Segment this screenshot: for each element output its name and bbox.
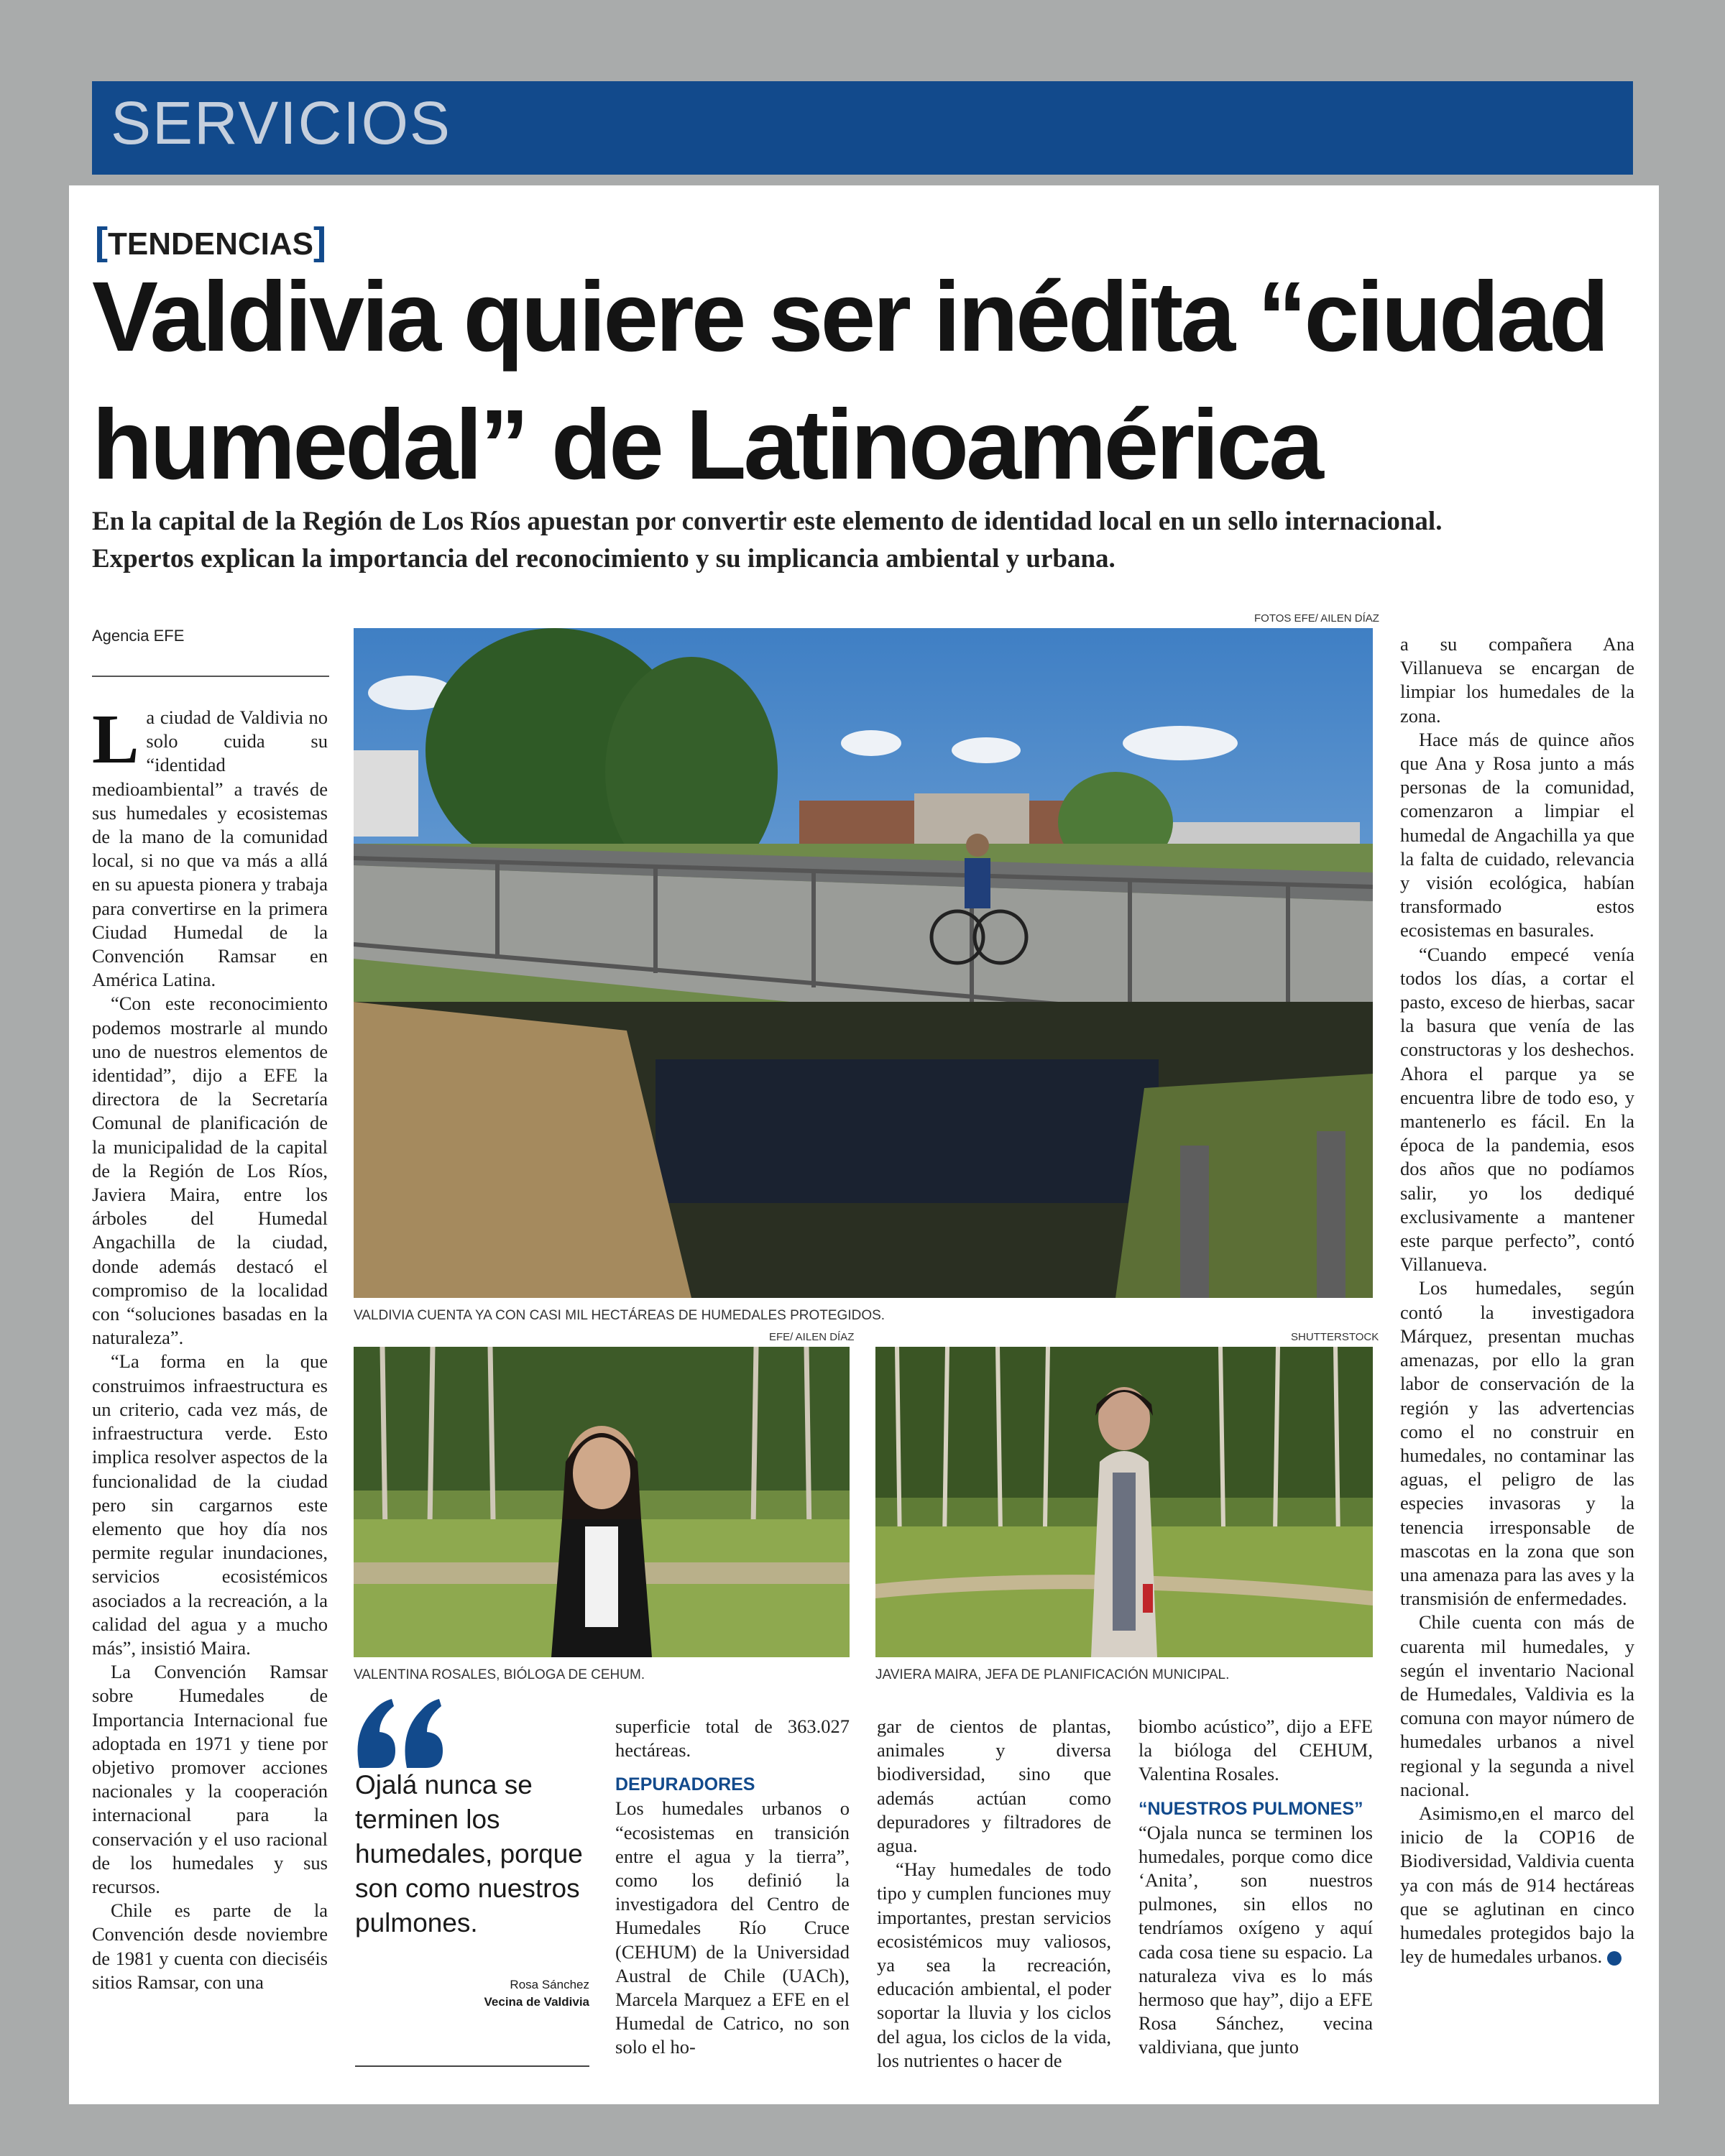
column-1	[92, 701, 328, 1994]
main-photo-caption: VALDIVIA CUENTA YA CON CASI MIL HECTÁREAS DE HUMEDALES PROTEGIDOS.	[354, 1308, 886, 1323]
paragraph: “Ojala nunca se terminen los humedales, porque como dice ‘Anita’, son nuestros pulmones, sin ellos no tendríamos oxígeno y aquí cada cosa tiene su espacio. La naturaleza viva es lo más hermoso que hay”, dijo a EFE Rosa Sánchez, vecina valdiviana, que junto	[1138, 1821, 1373, 2058]
left-photo	[354, 1347, 850, 1657]
paragraph: La Convención Ramsar sobre Humedales de Importancia Internacional fue adoptada en 1971 y tiene por objetivo promover acciones nacionales y la cooperación internacional para la conservación y el uso racional de los humedales y sus recursos.	[92, 1661, 328, 1897]
paragraph: Los humedales, según contó la investigadora Márquez, presentan muchas amenazas, por ello la gran labor de conservación de la región y las advertencias como el no construir en humedales, no contaminar las aguas, el peligro de las especies invasoras y la tenencia irresponsable de mascotas en la zona que son una amenaza para las aves y la transmisión de enfermedades.	[1400, 1277, 1634, 1610]
paragraph: Chile cuenta con más de cuarenta mil humedales, y según el inventario Nacional de Humedales, Valdivia es la comuna con mayor número de humedales urbanos a nivel regional y la segunda a nivel nacional.	[1400, 1611, 1634, 1800]
section-banner	[92, 81, 1633, 175]
paragraph: Los humedales urbanos o “ecosistemas en transición entre el agua y la tierra”, como los definió la investigadora del Centro de Humedales Río Cruce (CEHUM) de la Universidad Austral de Chile (UACh), Marcela Marquez a EFE en el Humedal de Catrico, no son solo el ho-	[615, 1797, 850, 2058]
paragraph: a su compañera Ana Villanueva se encargan de limpiar los humedales de la zona.	[1400, 633, 1634, 727]
dek-line-1: En la capital de la Región de Los Ríos apuestan por convertir este elemento de identidad local en un sello internacional.	[92, 507, 1443, 536]
paragraph: gar de cientos de plantas, animales y diversa biodiversidad, sino que además actúan como depuradores y filtradores de agua.	[877, 1715, 1111, 1857]
paragraph: “Hay humedales de todo tipo y cumplen funciones muy importantes, prestan servicios ecosistémicos muy valiosos, ya sea la recreación, educación ambiental, el poder soportar la lluvia y los ciclos del agua, los ciclos de la vida, los nutrientes o hacer de	[877, 1858, 1111, 2071]
left-photo-caption: VALENTINA ROSALES, BIÓLOGA DE CEHUM.	[354, 1667, 645, 1682]
paragraph: Chile es parte de la Convención desde noviembre de 1981 y cuenta con dieciséis sitios Ramsar, con una	[92, 1899, 328, 1993]
bridge-photo	[354, 628, 1373, 1298]
section-title: SERVICIOS	[111, 89, 451, 157]
drop-cap: L	[92, 701, 139, 778]
photo-credit-main: FOTOS EFE/ AILEN DÍAZ	[1254, 612, 1379, 625]
subhead-depuradores: DEPURADORES	[615, 1774, 755, 1795]
headline-line-2: humedal” de Latinoamérica	[92, 390, 1321, 500]
paragraph: “Cuando empecé venía todos los días, a cortar el pasto, exceso de hierbas, sacar la basura que venía de las constructoras y los deshechos. Ahora el parque ya se encuentra libre de todo eso, y mantenerlo es fácil. En la época de la pandemia, esos dos años que no podíamos salir, yo los dediqué exclusivamente a mantener este parque perfecto”, contó Villanueva.	[1400, 943, 1634, 1276]
column-3	[877, 1715, 1111, 2073]
photo-credit-left: EFE/ AILEN DÍAZ	[769, 1331, 855, 1343]
pull-quote-role: Vecina de Valdivia	[484, 1995, 589, 2009]
pull-quote-attribution	[359, 1976, 589, 2011]
quote-mark-icon	[352, 1696, 453, 1775]
paragraph: “La forma en la que construimos infraestructura es un criterio, cada vez más, de infraestructura verde. Esto implica resolver aspectos de la funcionalidad de la ciudad pero sin cargarnos este elemento que hoy día nos permite regular inundaciones, servicios ecosistémicos asociados a la recreación, a la calidad del agua y a mucho más”, insistió Maira.	[92, 1350, 328, 1659]
subhead-nuestros-pulmones: “NUESTROS PULMONES”	[1138, 1798, 1363, 1819]
paragraph: La ciudad de Valdivia no solo cuida su “identidad medioambiental” a través de sus humedales y ecosistemas de la mano de la comunidad local, si no que va más a allá en su apuesta pionera y trabaja para convertirse en la primera Ciudad Humedal de la Convención Ramsar en América Latina.	[92, 701, 328, 991]
column-5	[1400, 632, 1634, 1968]
dek-line-2: Expertos explican la importancia del reconocimiento y su implicancia ambiental y urbana.	[92, 544, 1116, 573]
paragraph: biombo acústico”, dijo a EFE la bióloga del CEHUM, Valentina Rosales.	[1138, 1715, 1373, 1785]
pull-quote-divider	[355, 2065, 589, 2067]
pull-quote-name: Rosa Sánchez	[510, 1978, 589, 1991]
kicker: [TENDENCIAS]	[95, 220, 326, 263]
byline: Agencia EFE	[92, 627, 185, 645]
column-2	[615, 1715, 850, 2060]
paragraph: “Con este reconocimiento podemos mostrarle al mundo uno de nuestros elementos de identidad”, dijo a EFE la directora de la Secretaría Comunal de planificación de la municipalidad de la capital de la Región de Los Ríos, Javiera Maira, entre los árboles del Humedal Angachilla de la ciudad, donde además destacó el compromiso de la localidad con “soluciones basadas en la naturaleza”.	[92, 992, 328, 1349]
main-photo	[354, 628, 1373, 1298]
right-photo	[875, 1347, 1373, 1657]
right-photo-caption: JAVIERA MAIRA, JEFA DE PLANIFICACIÓN MUNICIPAL.	[875, 1667, 1230, 1682]
portrait-photo-maira	[875, 1347, 1373, 1657]
kicker-label: TENDENCIAS	[107, 226, 314, 262]
photo-credit-right: SHUTTERSTOCK	[1291, 1331, 1379, 1343]
headline-line-1: Valdivia quiere ser inédita “ciudad	[92, 262, 1607, 372]
paragraph: superficie total de 363.027 hectáreas.	[615, 1715, 850, 1761]
pull-quote-text: Ojalá nunca se terminen los humedales, porque son como nuestros pulmones.	[355, 1770, 583, 1938]
paragraph: Asimismo,en el marco del inicio de la COP16 de Biodiversidad, Valdivia cuenta ya con más de 914 hectáreas que se aglutinan en cinco humedales protegidos bajo la ley de humedales urbanos.	[1400, 1802, 1634, 1968]
portrait-photo-rosales	[354, 1347, 850, 1657]
byline-divider	[92, 676, 329, 677]
paragraph: Hace más de quince años que Ana y Rosa junto a más personas de la comunidad, comenzaron a limpiar el humedal de Angachilla ya que la falta de cuidado, relevancia y visión ecológica, habían transformado estos ecosistemas en basurales.	[1400, 728, 1634, 941]
dek	[92, 503, 1637, 578]
column-4	[1138, 1715, 1373, 2060]
end-mark-icon	[1607, 1951, 1622, 1966]
headline	[92, 253, 1644, 509]
